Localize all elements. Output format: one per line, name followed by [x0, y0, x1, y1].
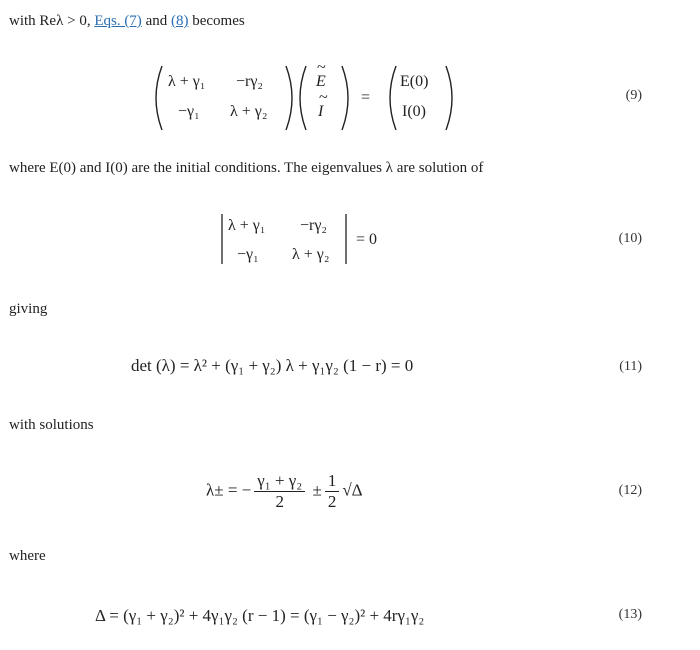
eq12-lhs: λ± = − — [206, 480, 252, 500]
eq12-frac2 — [325, 472, 340, 511]
eq9-brackets — [0, 58, 700, 138]
eq9-v1: ~ E — [316, 68, 326, 96]
text-after-eq9: where E(0) and I(0) are the initial conditions. The eigenvalues λ are solution of — [9, 160, 484, 176]
text-where: where — [9, 548, 46, 564]
eq10-bars — [0, 210, 700, 270]
eq10-m12: −rγ₂ — [300, 217, 327, 234]
eq9-m12: −rγ₂ — [236, 73, 263, 90]
eq12 — [206, 472, 363, 511]
intro-prefix: with Reλ > 0, — [9, 13, 95, 29]
intro-suffix: becomes — [188, 13, 245, 29]
intro-and: and — [141, 13, 171, 29]
text-giving: giving — [9, 301, 48, 317]
eq8-link[interactable]: (8) — [170, 13, 189, 29]
eq11: det (λ) = λ² + (γ₁ + γ₂) λ + γ₁γ₂ (1 − r) = 0 — [131, 356, 414, 375]
eq9-v2: ~ I — [318, 98, 323, 126]
eq10-m11: λ + γ₁ — [228, 217, 266, 234]
eq13: Δ = (γ₁ + γ₂)² + 4γ₁γ₂ (r − 1) = (γ₁ − γ₂)² + 4rγ₁γ₂ — [95, 606, 425, 625]
eq12-den: 2 — [275, 492, 284, 511]
eq9-m21: −γ₁ — [178, 103, 200, 120]
eq10-rhs: = 0 — [356, 231, 378, 248]
eq9-r2: I(0) — [402, 103, 426, 120]
eq12-pm: ± — [312, 480, 322, 500]
eq10-m21: −γ₁ — [237, 246, 259, 263]
eq10-m22: λ + γ₂ — [292, 246, 330, 263]
eq13-number: (13) — [618, 607, 642, 622]
eq12-frac — [254, 472, 305, 511]
eq11-number: (11) — [619, 359, 642, 374]
eq12-num2: 1 — [325, 472, 340, 492]
text-with-solutions: with solutions — [9, 417, 94, 433]
intro-line — [9, 13, 245, 30]
eq9-equals: = — [361, 89, 371, 106]
eq9-r1: E(0) — [400, 73, 429, 90]
eq12-number: (12) — [618, 483, 642, 498]
eq7-link[interactable]: Eqs. (7) — [94, 13, 142, 29]
eq12-den2: 2 — [327, 492, 337, 511]
eq10-number: (10) — [618, 231, 642, 246]
eq12-sqrt: √Δ — [342, 480, 363, 500]
eq9-m22: λ + γ₂ — [230, 103, 268, 120]
eq9-number: (9) — [625, 88, 642, 103]
eq9-m11: λ + γ₁ — [168, 73, 206, 90]
eq12-num: γ₁ + γ₂ — [254, 472, 305, 492]
